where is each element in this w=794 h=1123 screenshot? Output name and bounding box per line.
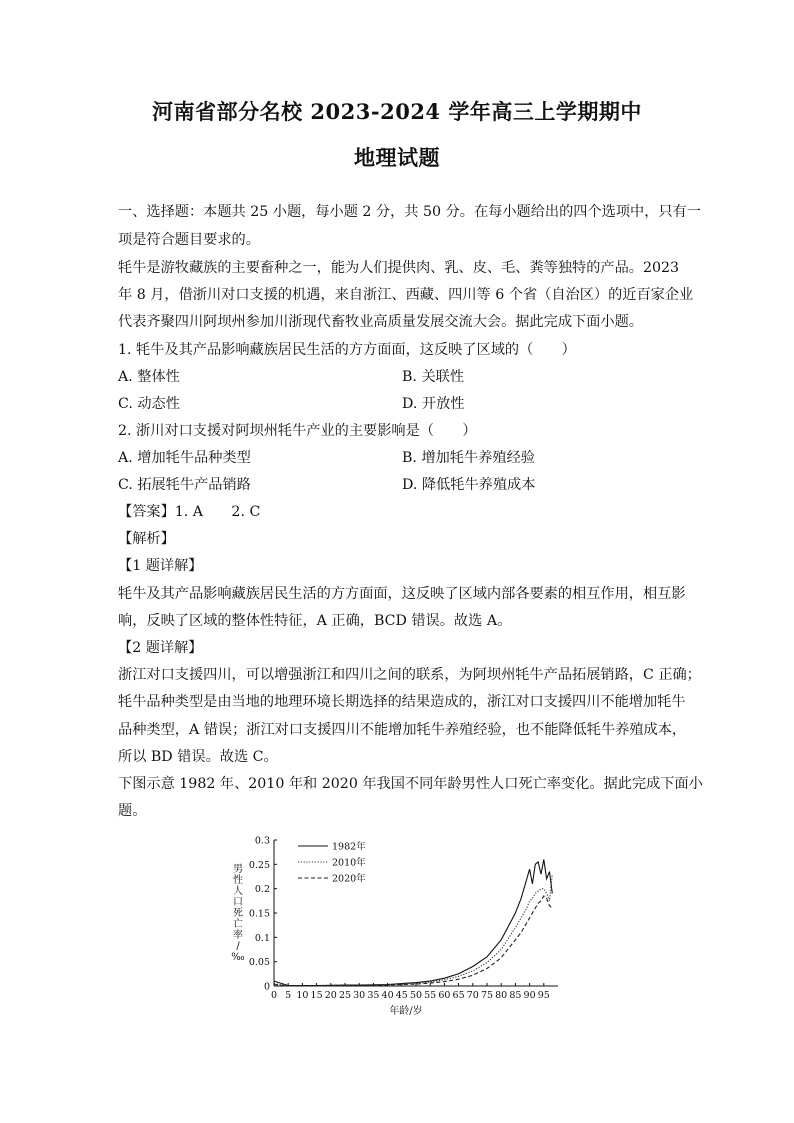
y-tick-label: 0.2 xyxy=(254,884,270,896)
x-tick-label: 40 xyxy=(381,990,394,1001)
y-tick-label: 0.05 xyxy=(248,957,270,969)
y-axis-label-char: 男 xyxy=(233,864,243,875)
y-axis-label-char: 性 xyxy=(233,875,243,886)
y-axis-label-char: / xyxy=(236,941,240,952)
y-axis-label-char: 死 xyxy=(233,908,243,919)
q2-option-a[interactable]: A. 增加牦牛品种类型 xyxy=(118,450,251,466)
material2-line2: 题。 xyxy=(118,803,147,819)
series-line-2010年 xyxy=(274,874,552,986)
material1-line1: 牦牛是游牧藏族的主要畜种之一，能为人们提供肉、乳、皮、毛、粪等独特的产品。2023 xyxy=(118,260,680,276)
detail2-line1: 浙江对口支援四川，可以增强浙江和四川之间的联系，为阿坝州牦牛产品拓展销路，C 正确； xyxy=(118,667,701,683)
series-line-2020年 xyxy=(274,896,552,986)
legend-label-2020年: 2020年 xyxy=(332,873,366,885)
x-tick-label: 30 xyxy=(353,990,366,1001)
y-tick-label: 0 xyxy=(263,981,270,993)
q1-option-d[interactable]: D. 开放性 xyxy=(402,396,465,412)
question2-stem: 2. 浙川对口支援对阿坝州牦牛产业的主要影响是（ ） xyxy=(118,423,477,439)
y-tick-label: 0.15 xyxy=(248,908,270,920)
y-axis-label-char: 人 xyxy=(233,886,243,897)
q2-option-b[interactable]: B. 增加牦牛养殖经验 xyxy=(402,450,535,466)
detail2-line4: 所以 BD 错误。故选 C。 xyxy=(118,749,278,765)
analysis-label: 【解析】 xyxy=(118,531,175,547)
x-tick-label: 55 xyxy=(424,990,437,1001)
x-tick-label: 20 xyxy=(324,990,337,1001)
series-line-1982年 xyxy=(274,860,552,986)
x-tick-label: 45 xyxy=(395,990,408,1001)
exam-subtitle: 地理试题 xyxy=(354,145,440,170)
x-axis-label: 年龄/岁 xyxy=(389,1006,423,1017)
q2-option-d[interactable]: D. 降低牦牛养殖成本 xyxy=(402,477,536,493)
detail2-line2: 牦牛品种类型是由当地的地理环境长期选择的结果造成的，浙江对口支援四川不能增加牦牛 xyxy=(118,694,686,710)
x-tick-label: 60 xyxy=(438,990,451,1001)
x-tick-label: 80 xyxy=(495,990,508,1001)
mortality-chart-svg xyxy=(228,830,568,1020)
x-tick-label: 50 xyxy=(409,990,423,1001)
mortality-chart xyxy=(228,830,568,1020)
y-axis-label-char: 口 xyxy=(233,897,243,908)
x-tick-label: 65 xyxy=(452,990,465,1001)
x-tick-label: 75 xyxy=(480,990,494,1001)
exam-title: 河南省部分名校 2023-2024 学年高三上学期期中 xyxy=(152,99,642,124)
section-instruction-line2: 项是符合题目要求的。 xyxy=(118,232,260,248)
detail2-line3: 品种类型，A 错误；浙江对口支援四川不能增加牦牛养殖经验，也不能降低牦牛养殖成本， xyxy=(118,722,687,738)
section-instruction-line1: 一、选择题：本题共 25 小题，每小题 2 分，共 50 分。在每小题给出的四个选项中，只有一 xyxy=(118,204,701,220)
legend-label-1982年: 1982年 xyxy=(332,841,366,853)
x-tick-label: 10 xyxy=(296,990,309,1001)
x-tick-label: 35 xyxy=(367,990,380,1001)
x-tick-label: 25 xyxy=(338,990,352,1001)
detail2-label: 【2 题详解】 xyxy=(118,640,203,656)
question1-stem: 1. 牦牛及其产品影响藏族居民生活的方方面面，这反映了区域的（ ） xyxy=(118,342,576,358)
q2-option-c[interactable]: C. 拓展牦牛产品销路 xyxy=(118,477,251,493)
y-axis-label-char: 亡 xyxy=(233,919,243,930)
q1-option-b[interactable]: B. 关联性 xyxy=(402,369,465,385)
x-tick-label: 85 xyxy=(509,990,522,1001)
x-tick-label: 15 xyxy=(310,990,323,1001)
legend-label-2010年: 2010年 xyxy=(332,857,366,869)
y-tick-label: 0.25 xyxy=(248,859,270,871)
detail1-label: 【1 题详解】 xyxy=(118,558,203,574)
y-tick-label: 0.1 xyxy=(254,932,270,944)
x-tick-label: 70 xyxy=(466,990,479,1001)
answer-line: 【答案】1. A 2. C xyxy=(118,504,261,520)
q1-option-c[interactable]: C. 动态性 xyxy=(118,396,180,412)
q1-option-a[interactable]: A. 整体性 xyxy=(118,369,180,385)
material1-line2: 年 8 月，借浙川对口支援的机遇，来自浙江、西藏、四川等 6 个省（自治区）的近百家企业 xyxy=(118,287,694,303)
x-tick-label: 95 xyxy=(537,990,550,1001)
detail1-line2: 响，反映了区域的整体性特征，A 正确，BCD 错误。故选 A。 xyxy=(118,613,512,629)
x-tick-label: 0 xyxy=(270,990,278,1001)
x-tick-label: 5 xyxy=(285,990,292,1001)
detail1-line1: 牦牛及其产品影响藏族居民生活的方方面面，这反映了区域内部各要素的相互作用，相互影 xyxy=(118,586,686,602)
material1-line3: 代表齐聚四川阿坝州参加川浙现代畜牧业高质量发展交流大会。据此完成下面小题。 xyxy=(118,314,643,330)
x-tick-label: 90 xyxy=(523,990,536,1001)
material2-line1: 下图示意 1982 年、2010 年和 2020 年我国不同年龄男性人口死亡率变化。据此完成下面小 xyxy=(118,776,703,792)
y-axis-label-char: ‰ xyxy=(231,952,245,963)
y-axis-label-char: 率 xyxy=(233,930,243,941)
y-tick-label: 0.3 xyxy=(254,835,270,847)
